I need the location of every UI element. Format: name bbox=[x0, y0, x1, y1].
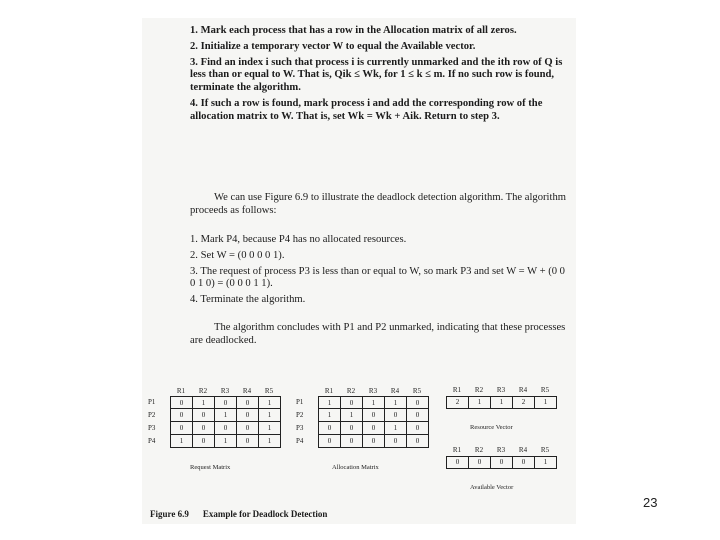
example-step: 4. Terminate the algorithm. bbox=[190, 294, 306, 306]
vector-cell: 1 bbox=[469, 397, 491, 409]
column-header: R5 bbox=[412, 387, 422, 395]
column-header: R1 bbox=[452, 386, 462, 394]
column-header: R2 bbox=[474, 446, 484, 454]
matrix-cell: 1 bbox=[363, 396, 385, 409]
matrix-cell: 1 bbox=[259, 396, 281, 409]
matrix-cell: 0 bbox=[237, 435, 259, 448]
resource-vector-caption: Resource Vector bbox=[470, 424, 513, 431]
matrix-cell: 0 bbox=[193, 435, 215, 448]
column-header: R5 bbox=[264, 387, 274, 395]
example-steps bbox=[190, 234, 570, 310]
column-header: R2 bbox=[198, 387, 208, 395]
matrix-row bbox=[148, 435, 281, 448]
algorithm-step: 1. Mark each process that has a row in the Allocation matrix of all zeros. bbox=[190, 25, 517, 36]
matrix-cell: 1 bbox=[259, 435, 281, 448]
available-vector bbox=[446, 446, 557, 469]
matrix-cell: 0 bbox=[171, 409, 193, 422]
matrix-cell: 0 bbox=[193, 409, 215, 422]
algorithm-step: 3. Find an index i such that process i is currently unmarked and the ith row of Q is less than or equal to W. That is, Qik ≤ Wk, for 1 ≤ k ≤ m. If no such row is found, terminate the algorithm. bbox=[190, 56, 563, 94]
available-vector-caption: Available Vector bbox=[470, 484, 514, 491]
row-label: P1 bbox=[296, 398, 304, 406]
matrix-cell: 0 bbox=[363, 409, 385, 422]
matrix-cell: 0 bbox=[341, 435, 363, 448]
vector-cell: 1 bbox=[535, 457, 557, 469]
example-step: 3. The request of process P3 is less than or equal to W, so mark P3 and set W = W + (0 0 0 1 0) = (0 0 0 1 1). bbox=[190, 265, 565, 290]
column-header: R5 bbox=[540, 446, 550, 454]
matrix-cell: 1 bbox=[319, 409, 341, 422]
column-header: R2 bbox=[474, 386, 484, 394]
intro-paragraph: We can use Figure 6.9 to illustrate the deadlock detection algorithm. The algorithm proceeds as follows: bbox=[190, 192, 566, 216]
conclusion-paragraph: The algorithm concludes with P1 and P2 unmarked, indicating that these processes are deadlocked. bbox=[190, 322, 566, 346]
example-step: 1. Mark P4, because P4 has no allocated resources. bbox=[190, 234, 407, 245]
column-header: R4 bbox=[242, 387, 252, 395]
matrix-cell: 0 bbox=[193, 422, 215, 435]
matrix-row bbox=[148, 422, 281, 435]
vector-cell: 1 bbox=[535, 397, 557, 409]
matrix-cell: 0 bbox=[363, 435, 385, 448]
algorithm-steps bbox=[190, 25, 568, 127]
row-label: P3 bbox=[148, 424, 156, 432]
column-header: R4 bbox=[390, 387, 400, 395]
vector-cell: 0 bbox=[469, 457, 491, 469]
matrix-cell: 0 bbox=[407, 422, 429, 435]
vector-cell: 0 bbox=[491, 457, 513, 469]
matrix-cell: 0 bbox=[407, 435, 429, 448]
matrix-cell: 1 bbox=[193, 396, 215, 409]
vector-cell: 2 bbox=[447, 397, 469, 409]
matrix-cell: 0 bbox=[341, 396, 363, 409]
matrix-cell: 0 bbox=[237, 409, 259, 422]
matrix-cell: 0 bbox=[341, 422, 363, 435]
matrix-cell: 1 bbox=[259, 422, 281, 435]
matrix-cell: 1 bbox=[385, 396, 407, 409]
column-header: R1 bbox=[324, 387, 334, 395]
matrix-cell: 0 bbox=[363, 422, 385, 435]
row-label: P4 bbox=[296, 437, 304, 445]
column-header: R2 bbox=[346, 387, 356, 395]
allocation-matrix-caption: Allocation Matrix bbox=[332, 464, 379, 471]
matrix-row bbox=[148, 409, 281, 422]
request-matrix-caption: Request Matrix bbox=[190, 464, 231, 471]
matrix-cell: 0 bbox=[237, 422, 259, 435]
example-step: 2. Set W = (0 0 0 0 1). bbox=[190, 249, 285, 261]
matrix-row bbox=[296, 422, 429, 435]
figure-title: Example for Deadlock Detection bbox=[202, 509, 328, 519]
column-header: R4 bbox=[518, 386, 528, 394]
column-header: R3 bbox=[496, 446, 506, 454]
vector-cell: 0 bbox=[447, 457, 469, 469]
matrix-cell: 0 bbox=[171, 396, 193, 409]
matrix-cell: 0 bbox=[319, 435, 341, 448]
row-label: P4 bbox=[148, 437, 156, 445]
request-matrix bbox=[148, 386, 281, 448]
matrix-cell: 1 bbox=[341, 409, 363, 422]
matrix-cell: 0 bbox=[215, 396, 237, 409]
matrix-row bbox=[296, 435, 429, 448]
matrix-cell: 1 bbox=[215, 409, 237, 422]
page-number: 23 bbox=[643, 495, 658, 510]
row-label: P2 bbox=[148, 411, 156, 419]
column-header: R1 bbox=[176, 387, 186, 395]
matrix-cell: 0 bbox=[319, 422, 341, 435]
matrix-cell: 0 bbox=[237, 396, 259, 409]
matrix-row bbox=[296, 409, 429, 422]
vector-cell: 1 bbox=[491, 397, 513, 409]
matrix-cell: 1 bbox=[385, 422, 407, 435]
column-header: R4 bbox=[518, 446, 528, 454]
column-header: R1 bbox=[452, 446, 462, 454]
matrix-row bbox=[296, 396, 429, 409]
matrix-cell: 1 bbox=[215, 435, 237, 448]
figure-label: Figure 6.9 bbox=[150, 509, 189, 519]
matrix-cell: 0 bbox=[407, 409, 429, 422]
algorithm-step: 2. Initialize a temporary vector W to equal the Available vector. bbox=[190, 40, 476, 52]
matrix-cell: 1 bbox=[259, 409, 281, 422]
matrix-cell: 0 bbox=[385, 409, 407, 422]
resource-vector bbox=[446, 386, 557, 409]
vector-cell: 0 bbox=[513, 457, 535, 469]
figure-caption bbox=[150, 509, 341, 519]
matrix-cell: 0 bbox=[407, 396, 429, 409]
matrix-cell: 1 bbox=[319, 396, 341, 409]
matrix-cell: 1 bbox=[171, 435, 193, 448]
row-label: P1 bbox=[148, 398, 156, 406]
column-header: R3 bbox=[496, 386, 506, 394]
allocation-matrix bbox=[296, 386, 429, 448]
column-header: R5 bbox=[540, 386, 550, 394]
algorithm-step: 4. If such a row is found, mark process i and add the corresponding row of the allocation matrix to W. That is, set Wk = Wk + Aik. Return to step 3. bbox=[190, 97, 543, 122]
matrix-cell: 0 bbox=[215, 422, 237, 435]
column-header: R3 bbox=[368, 387, 378, 395]
matrix-cell: 0 bbox=[385, 435, 407, 448]
vector-cell: 2 bbox=[513, 397, 535, 409]
row-label: P2 bbox=[296, 411, 304, 419]
matrix-cell: 0 bbox=[171, 422, 193, 435]
matrix-row bbox=[148, 396, 281, 409]
column-header: R3 bbox=[220, 387, 230, 395]
row-label: P3 bbox=[296, 424, 304, 432]
